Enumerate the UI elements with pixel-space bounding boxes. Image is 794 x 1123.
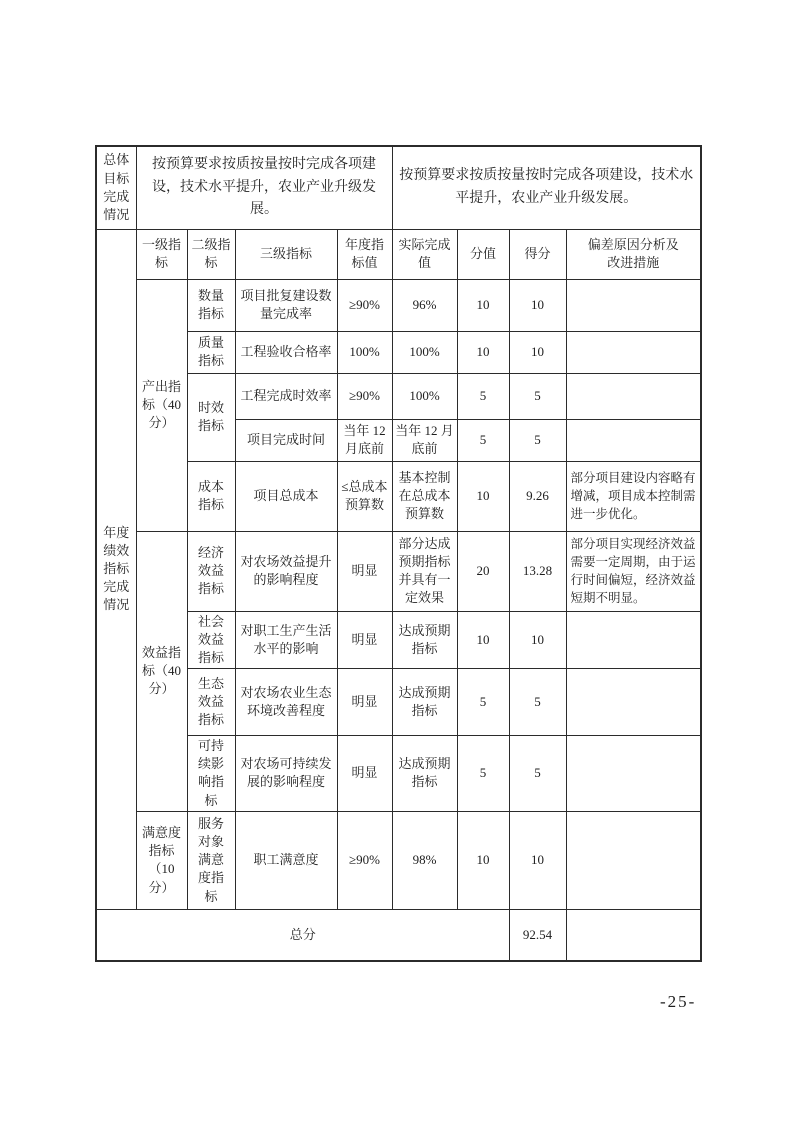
score-cell: 10 bbox=[509, 331, 566, 373]
header-remark bbox=[566, 229, 701, 279]
level2-text: 服务对象满意度指标 bbox=[197, 815, 224, 904]
actual-cell: 100% bbox=[392, 331, 457, 373]
target-cell: 明显 bbox=[337, 531, 392, 611]
target-cell: ≥90% bbox=[337, 279, 392, 331]
table-row bbox=[96, 669, 701, 736]
level2-text: 经济效益指标 bbox=[197, 544, 224, 597]
remark-cell bbox=[566, 419, 701, 461]
actual-cell: 96% bbox=[392, 279, 457, 331]
total-label-cell: 总分 bbox=[96, 909, 509, 961]
points-cell: 10 bbox=[457, 811, 509, 909]
level2-text: 可持续影响指标 bbox=[197, 738, 224, 808]
level3-cell: 对农场效益提升的影响程度 bbox=[235, 531, 337, 611]
points-cell: 5 bbox=[457, 419, 509, 461]
level3-cell: 项目总成本 bbox=[235, 461, 337, 531]
level2-cell bbox=[187, 373, 235, 461]
overall-goal-text-left: 按预算要求按质按量按时完成各项建设，技术水平提升，农业产业升级发展。 bbox=[136, 146, 392, 229]
table-row bbox=[96, 811, 701, 909]
total-score-cell: 92.54 bbox=[509, 909, 566, 961]
performance-table bbox=[95, 145, 702, 962]
points-cell: 20 bbox=[457, 531, 509, 611]
overall-goal-side-label-text: 总体目标完成情况 bbox=[103, 152, 130, 222]
level2-cell bbox=[187, 736, 235, 812]
header-remark-text: 偏差原因分析及改进措施 bbox=[587, 236, 679, 270]
score-cell: 13.28 bbox=[509, 531, 566, 611]
header-points: 分值 bbox=[457, 229, 509, 279]
points-cell: 5 bbox=[457, 736, 509, 812]
score-cell: 9.26 bbox=[509, 461, 566, 531]
target-cell: 明显 bbox=[337, 669, 392, 736]
remark-cell: 部分项目实现经济效益需要一定周期，由于运行时间偏短，经济效益短期不明显。 bbox=[566, 531, 701, 611]
remark-cell bbox=[566, 331, 701, 373]
target-cell: ≤总成本预算数 bbox=[337, 461, 392, 531]
level1-benefit-indicator-text: 效益指标（40分） bbox=[141, 644, 181, 697]
remark-cell bbox=[566, 279, 701, 331]
actual-cell: 达成预期指标 bbox=[392, 736, 457, 812]
table-row bbox=[96, 279, 701, 331]
level2-cell bbox=[187, 279, 235, 331]
points-cell: 10 bbox=[457, 461, 509, 531]
level3-cell: 项目批复建设数量完成率 bbox=[235, 279, 337, 331]
score-cell: 5 bbox=[509, 373, 566, 419]
actual-cell: 基本控制在总成本预算数 bbox=[392, 461, 457, 531]
level3-cell: 对农场可持续发展的影响程度 bbox=[235, 736, 337, 812]
level3-cell: 工程验收合格率 bbox=[235, 331, 337, 373]
level2-text: 时效指标 bbox=[197, 399, 224, 433]
level3-cell: 对职工生产生活水平的影响 bbox=[235, 611, 337, 669]
table-row bbox=[96, 611, 701, 669]
level2-cell bbox=[187, 811, 235, 909]
target-cell: 明显 bbox=[337, 611, 392, 669]
level3-cell: 对农场农业生态环境改善程度 bbox=[235, 669, 337, 736]
overall-goal-text-right: 按预算要求按质按量按时完成各项建设，技术水平提升，农业产业升级发展。 bbox=[392, 146, 701, 229]
page-number: -25- bbox=[660, 992, 697, 1011]
table-row bbox=[96, 373, 701, 419]
target-cell: 明显 bbox=[337, 736, 392, 812]
score-cell: 10 bbox=[509, 279, 566, 331]
remark-cell bbox=[566, 669, 701, 736]
actual-cell: 达成预期指标 bbox=[392, 611, 457, 669]
points-cell: 5 bbox=[457, 373, 509, 419]
actual-cell: 100% bbox=[392, 373, 457, 419]
table-header-row bbox=[96, 229, 701, 279]
level1-satisfaction-indicator bbox=[136, 811, 187, 909]
target-cell: ≥90% bbox=[337, 373, 392, 419]
actual-cell: 部分达成预期指标并具有一定效果 bbox=[392, 531, 457, 611]
header-level2: 二级指标 bbox=[187, 229, 235, 279]
actual-cell: 当年 12 月底前 bbox=[392, 419, 457, 461]
level2-cell bbox=[187, 531, 235, 611]
remark-cell bbox=[566, 373, 701, 419]
level2-text: 质量指标 bbox=[197, 334, 224, 368]
header-score: 得分 bbox=[509, 229, 566, 279]
level2-cell bbox=[187, 669, 235, 736]
remark-cell bbox=[566, 736, 701, 812]
remark-cell bbox=[566, 611, 701, 669]
score-cell: 10 bbox=[509, 611, 566, 669]
actual-cell: 达成预期指标 bbox=[392, 669, 457, 736]
points-cell: 10 bbox=[457, 611, 509, 669]
remark-cell: 部分项目建设内容略有增减，项目成本控制需进一步优化。 bbox=[566, 461, 701, 531]
score-cell: 5 bbox=[509, 419, 566, 461]
level2-text: 成本指标 bbox=[197, 478, 224, 512]
header-level1: 一级指标 bbox=[136, 229, 187, 279]
target-cell: 100% bbox=[337, 331, 392, 373]
level1-output-indicator-text: 产出指标（40分） bbox=[141, 378, 181, 431]
level1-satisfaction-indicator-text: 满意度指标（10分） bbox=[141, 824, 181, 895]
score-cell: 10 bbox=[509, 811, 566, 909]
points-cell: 5 bbox=[457, 669, 509, 736]
total-remark-cell bbox=[566, 909, 701, 961]
score-cell: 5 bbox=[509, 736, 566, 812]
level3-cell: 项目完成时间 bbox=[235, 419, 337, 461]
target-cell: 当年 12 月底前 bbox=[337, 419, 392, 461]
remark-cell bbox=[566, 811, 701, 909]
header-level3: 三级指标 bbox=[235, 229, 337, 279]
table-row bbox=[96, 531, 701, 611]
points-cell: 10 bbox=[457, 279, 509, 331]
table-row bbox=[96, 736, 701, 812]
score-cell: 5 bbox=[509, 669, 566, 736]
overall-goal-side-label bbox=[96, 146, 136, 229]
level2-cell bbox=[187, 331, 235, 373]
header-actual: 实际完成值 bbox=[392, 229, 457, 279]
level1-benefit-indicator bbox=[136, 531, 187, 811]
overall-goal-row bbox=[96, 146, 701, 229]
level3-cell: 工程完成时效率 bbox=[235, 373, 337, 419]
points-cell: 10 bbox=[457, 331, 509, 373]
level1-output-indicator bbox=[136, 279, 187, 531]
level2-text: 生态效益指标 bbox=[197, 675, 224, 728]
target-cell: ≥90% bbox=[337, 811, 392, 909]
actual-cell: 98% bbox=[392, 811, 457, 909]
level2-text: 社会效益指标 bbox=[197, 613, 224, 665]
level2-cell bbox=[187, 611, 235, 669]
level2-text: 数量指标 bbox=[197, 287, 224, 321]
level2-cell bbox=[187, 461, 235, 531]
total-row bbox=[96, 909, 701, 961]
table-row bbox=[96, 461, 701, 531]
annual-indicator-side-label bbox=[96, 229, 136, 909]
level3-cell: 职工满意度 bbox=[235, 811, 337, 909]
table-row bbox=[96, 331, 701, 373]
header-target: 年度指标值 bbox=[337, 229, 392, 279]
annual-indicator-side-label-text: 年度绩效指标完成情况 bbox=[103, 524, 130, 613]
